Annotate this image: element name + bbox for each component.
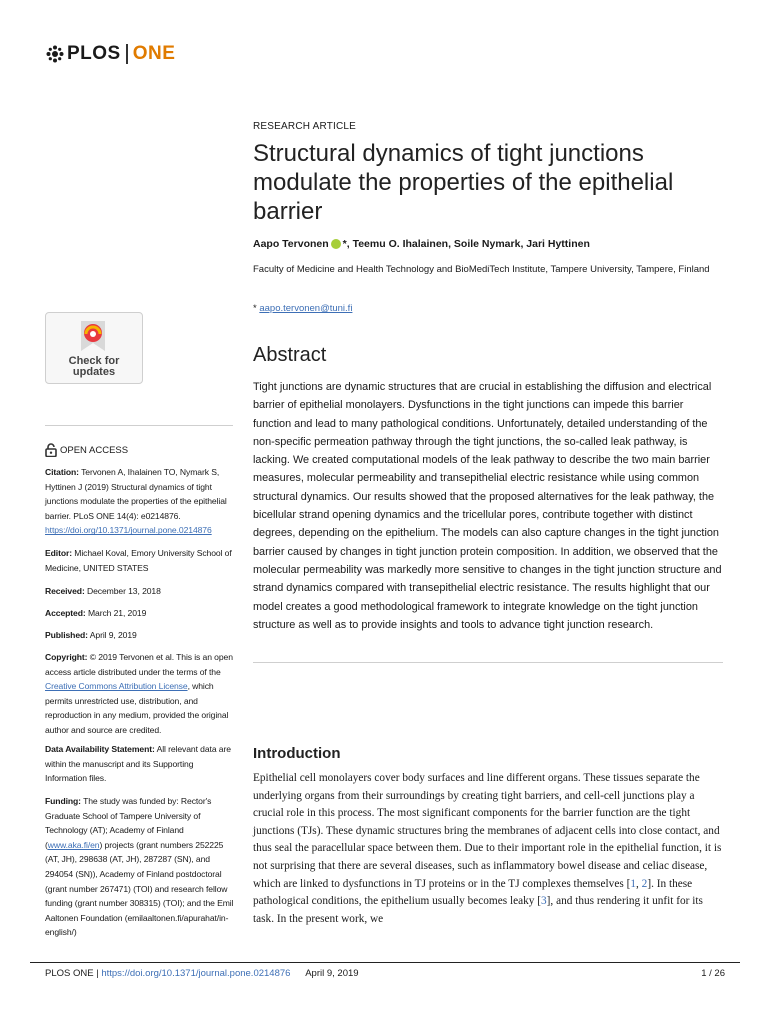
logo-plos-text: PLOS bbox=[67, 43, 121, 64]
intro-ref-separator: , bbox=[636, 877, 642, 890]
introduction-paragraph bbox=[253, 770, 723, 928]
received-label: Received: bbox=[45, 586, 85, 596]
copyright-label: Copyright: bbox=[45, 652, 88, 662]
citation-label: Citation: bbox=[45, 467, 79, 477]
reference-link-3[interactable]: 3 bbox=[541, 895, 547, 908]
funding-block bbox=[45, 794, 235, 940]
editor-block bbox=[45, 546, 235, 575]
intro-text-part: ], and thus rendering it unfit for its task. In the present work, we bbox=[253, 895, 703, 925]
article-type: RESEARCH ARTICLE bbox=[253, 121, 357, 132]
footer-doi-link[interactable]: https://doi.org/10.1371/journal.pone.0214876 bbox=[101, 968, 291, 979]
journal-logo[interactable] bbox=[46, 42, 175, 66]
affiliation: Faculty of Medicine and Health Technology and BioMediTech Institute, Tampere University, Tampere, Finland bbox=[253, 264, 710, 275]
citation-doi-link[interactable]: https://doi.org/10.1371/journal.pone.0214876 bbox=[45, 525, 212, 536]
bookmark-ribbon-icon bbox=[77, 319, 109, 353]
logo-one-text: ONE bbox=[132, 43, 176, 64]
copyright-text: © 2019 Tervonen et al. This is an open access article distributed under the terms of the bbox=[45, 652, 233, 677]
received-block bbox=[45, 584, 235, 599]
abstract-heading: Abstract bbox=[253, 344, 327, 366]
footer-separator: | bbox=[96, 968, 99, 979]
copyright-block bbox=[45, 650, 235, 738]
intro-text-part: ]. In these pathological conditions, the epithelium usually becomes leaky [ bbox=[253, 877, 693, 908]
check-for-updates-badge[interactable] bbox=[45, 312, 143, 384]
correspondence bbox=[253, 303, 352, 314]
open-access-text: OPEN ACCESS bbox=[60, 444, 129, 456]
funding-text-after: ) projects (grant numbers 252225 (AT, JH), 298638 (AT, JH), 287287 (SN), and 294054 (SN)), Academy of Finland postdoctoral (grant number 267471) (TOI) and research fellow funding (grant number 308315) (TOI); and the Emil Aaltonen Foundation (emilaaltonen.fi/apurahat/in-english/) bbox=[45, 839, 234, 938]
footer-journal: PLOS ONE bbox=[45, 968, 94, 979]
copyright-text-after: , which permits unrestricted use, distribution, and reproduction in any medium, provided the original author and source are credited. bbox=[45, 681, 229, 735]
footer-date: April 9, 2019 bbox=[305, 968, 359, 979]
check-updates-line2: updates bbox=[72, 366, 116, 378]
author-first[interactable]: Aapo Tervonen bbox=[253, 238, 329, 250]
open-lock-icon bbox=[45, 443, 57, 457]
open-access-label bbox=[45, 443, 128, 457]
orcid-icon[interactable] bbox=[331, 239, 341, 249]
funding-label: Funding: bbox=[45, 796, 81, 806]
page-number: 1 / 26 bbox=[701, 968, 725, 979]
published-block bbox=[45, 628, 235, 643]
data-availability-text: All relevant data are within the manuscript and its Supporting Information files. bbox=[45, 744, 231, 784]
funding-link[interactable]: www.aka.fi/en bbox=[47, 839, 100, 850]
footer-citation bbox=[45, 968, 359, 979]
logo-divider bbox=[126, 44, 128, 64]
published-date: April 9, 2019 bbox=[89, 630, 137, 640]
author-list bbox=[253, 238, 590, 250]
received-date: December 13, 2018 bbox=[87, 586, 161, 596]
section-divider bbox=[253, 662, 723, 663]
editor-label: Editor: bbox=[45, 548, 72, 558]
citation-block bbox=[45, 465, 235, 538]
data-availability-block bbox=[45, 742, 235, 786]
funding-text: The study was funded by: Rector's Graduate School of Tampere University of Technology (AT); Academy of Finland ( bbox=[45, 796, 212, 850]
published-label: Published: bbox=[45, 630, 88, 640]
data-availability-label: Data Availability Statement: bbox=[45, 744, 155, 754]
license-link[interactable]: Creative Commons Attribution License bbox=[45, 681, 188, 692]
correspondence-marker: * bbox=[253, 303, 257, 314]
accepted-block bbox=[45, 606, 235, 621]
author-first-marker: * bbox=[342, 238, 347, 250]
sidebar-divider bbox=[45, 425, 233, 426]
introduction-heading: Introduction bbox=[253, 745, 341, 762]
editor-text: Michael Koval, Emory University School of Medicine, UNITED STATES bbox=[45, 548, 232, 573]
footer-divider bbox=[30, 962, 740, 963]
correspondence-email-link[interactable]: aapo.tervonen@tuni.fi bbox=[259, 303, 353, 314]
check-updates-line1: Check for bbox=[68, 355, 120, 367]
accepted-date: March 21, 2019 bbox=[87, 608, 147, 618]
abstract-text: Tight junctions are dynamic structures that are crucial in establishing the diffusion and electrical barrier of epithelial monolayers. Dysfunctions in the tight junctions can impede this barrier function and lead to many pathological conditions. Unfortunately, detailed understanding of the non-specific permeation pathway through the tight junctions, the so-called leak pathway, is lacking. We created computational models of the leak pathway to describe the two main barrier measures, molecular permeability and transepithelial electric resistance while using common structural dynamics. Our results showed that the proposed alternatives for the leak pathway, the bicellular strand opening dynamics and the tricellular pores, contribute together with distinct degrees, depending on the epithelium. The models can also capture changes in the tight junction barrier caused by changes in tight junction protein composition. In addition, we observed that the molecular permeability was markedly more sensitive to changes in the tight junction structure and strand dynamics compared with transepithelial electric resistance. The results highlight that our model creates a good methodological framework to integrate knowledge on the tight junction structure as well as to provide insights and tools to advance tight junction research. bbox=[253, 381, 722, 631]
accepted-label: Accepted: bbox=[45, 608, 86, 618]
citation-text: Tervonen A, Ihalainen TO, Nymark S, Hyttinen J (2019) Structural dynamics of tight junctions modulate the properties of the epithelial barrier. PLoS ONE 14(4): e0214876. bbox=[45, 467, 227, 521]
intro-text-part: Epithelial cell monolayers cover body surfaces and line different organs. These tissues separate the underlying organs from their surroundings by creating tight barriers, and cell-cell junctions play a crucial role in this process. The most significant components for the barrier function are the tight junctions (TJs). These dynamic structures bring the membranes of adjacent cells into close contact, and thus seal the paracellular space between them. Due to their important role in the epithelial function, it is not surprising that there are several diseases, such as inflammatory bowel disease and celiac disease, which are linked to dysfunctions in TJ proteins or in the TJ complexes themselves [ bbox=[253, 772, 722, 890]
plos-logo-icon bbox=[46, 45, 64, 63]
article-title: Structural dynamics of tight junctions modulate the properties of the epithelial barrier bbox=[253, 140, 674, 225]
reference-link-2[interactable]: 2 bbox=[641, 877, 648, 890]
author-rest: , Teemu O. Ihalainen, Soile Nymark, Jari Hyttinen bbox=[346, 238, 590, 250]
reference-link-1[interactable]: 1 bbox=[630, 877, 636, 890]
